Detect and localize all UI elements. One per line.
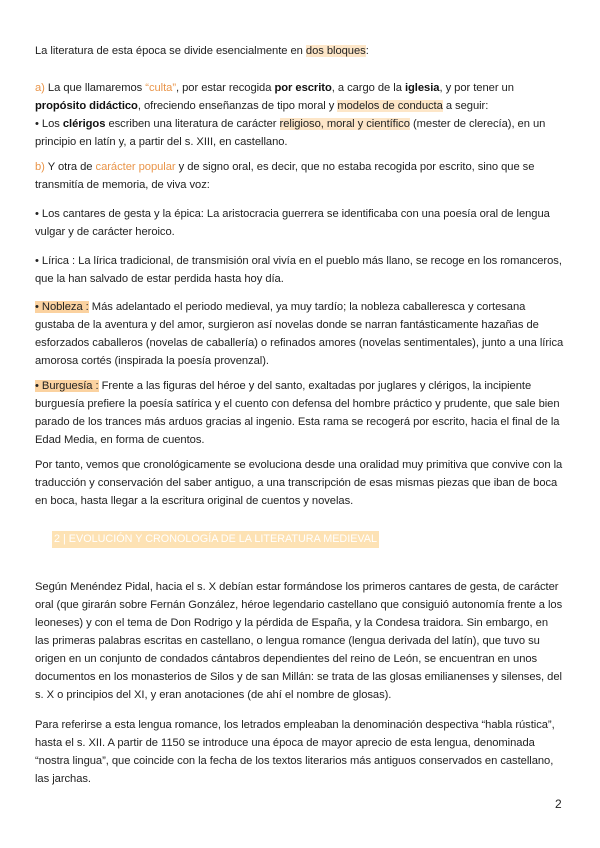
- romance-paragraph: Para referirse a esta lengua romance, los letrados empleaban la denominación despectiva “habla rústica”, hasta el s. XII. A partir de 1150 se introduce una época de mayor aprecio de esta lengua, denominada “nostra lingua”, que coincide con la fecha de los textos literarios más antiguos conservados en castellano, las jarchas.: [35, 719, 555, 785]
- block-a-text-6: a seguir:: [442, 100, 489, 112]
- iglesia-term: iglesia: [404, 82, 440, 94]
- escrito-term: por escrito: [274, 82, 332, 94]
- clerigos-bullet: • Los: [35, 118, 63, 130]
- intro-paragraph: [35, 42, 565, 60]
- burguesia-paragraph: [35, 377, 565, 449]
- block-a-text-1: La que llamaremos: [44, 82, 146, 94]
- block-a-text-5: , ofreciendo enseñanzas de tipo moral y: [137, 100, 338, 112]
- nobleza-paragraph: [35, 298, 565, 370]
- burguesia-label: • Burguesía :: [35, 380, 99, 392]
- intro-text: La literatura de esta época se divide esencialmente en: [35, 45, 306, 57]
- block-a-marker: a): [35, 82, 45, 94]
- caracter-highlight: religioso, moral y científico: [279, 118, 410, 130]
- block-a-text-2: , por estar recogida: [176, 82, 275, 94]
- popular-term: carácter popular: [95, 161, 176, 173]
- block-a-text-8: (mester de clerecía), en un principio en latín y, a partir del s. XIII, en castellano.: [35, 118, 546, 148]
- block-a-paragraph: [35, 79, 565, 151]
- block-a-text-3: , a cargo de la: [331, 82, 405, 94]
- block-a-text-7: escriben una literatura de carácter: [105, 118, 280, 130]
- culta-term: “culta”: [145, 82, 177, 94]
- block-a-text-4: , y por tener un: [439, 82, 514, 94]
- pidal-paragraph: Según Menéndez Pidal, hacia el s. X debían estar formándose los primeros cantares de gesta, de carácter oral (que girarán sobre Fernán González, héroe legendario castellano que consiguió autonomía frente a los leoneses) y con el tema de Don Rodrigo y la pérdida de España, y la Condesa traidora. Sin embargo, en las primeras palabras escritas en castellano, o lengua romance (lengua derivada del latín), que tuvo su origen en un conjunto de condados cántabros dependientes del reino de León, se encuentran en unos documentos en los monasterios de Silos y de san Millán: se trata de las glosas emilianenses y silenses, del s. X o principios del XI, y eran anotaciones (de ahí el nombre de glosas).: [35, 581, 563, 701]
- conclusion-paragraph: Por tanto, vemos que cronológicamente se evoluciona desde una oralidad muy primitiva que convive con la traducción y conservación del saber antiguo, a una transcripción de esas mismas piezas que iban de boca en boca, hasta llegar a la escritura original de cuentos y novelas.: [35, 459, 563, 507]
- intro-end: :: [365, 45, 369, 57]
- clerigos-term: clérigos: [62, 118, 106, 130]
- didactico-term: propósito didáctico: [35, 100, 138, 112]
- modelos-highlight: modelos de conducta: [337, 100, 443, 112]
- nobleza-label: • Nobleza :: [35, 301, 89, 313]
- cantares-paragraph: • Los cantares de gesta y la épica: La aristocracia guerrera se identificaba con una poesía oral de lengua vulgar y de carácter heroico.: [35, 208, 550, 238]
- section-heading: 2 | EVOLUCIÓN Y CRONOLOGÍA DE LA LITERATURA MEDIEVAL: [52, 531, 379, 548]
- intro-highlight: dos bloques: [305, 45, 366, 57]
- block-b-text-2: y de signo oral, es decir, que no estaba recogida por escrito, sino que se transmitía de memoria, de viva voz:: [35, 161, 535, 191]
- page-number: 2: [555, 797, 562, 811]
- block-b-marker: b): [35, 161, 45, 173]
- nobleza-text: Más adelantado el periodo medieval, ya muy tardío; la nobleza caballeresca y cortesana gustaba de la aventura y del amor, surgieron así novelas donde se narran fantásticamente hazañas de esforzados caballeros (novelas de caballería) o refinados amores (novelas sentimentales), junto a una lírica amorosa cortés (inspirada la poesía provenzal).: [35, 301, 564, 367]
- block-b-text-1: Y otra de: [44, 161, 96, 173]
- burguesia-text: Frente a las figuras del héroe y del santo, exaltadas por juglares y clérigos, la incipiente burguesía prefiere la poesía satírica y el cuento con defensa del hombre práctico y prudente, que sale bien parado de los trances más arduos gracias al ingenio. Esta rama se recogerá por escrito, hacia el final de la Edad Media, en forma de cuentos.: [35, 380, 560, 446]
- block-b-paragraph: [35, 158, 565, 194]
- lirica-paragraph: • Lírica : La lírica tradicional, de transmisión oral vivía en el pueblo más llano, se recoge en los romanceros, que la han salvado de estar perdida hasta hoy día.: [35, 255, 562, 285]
